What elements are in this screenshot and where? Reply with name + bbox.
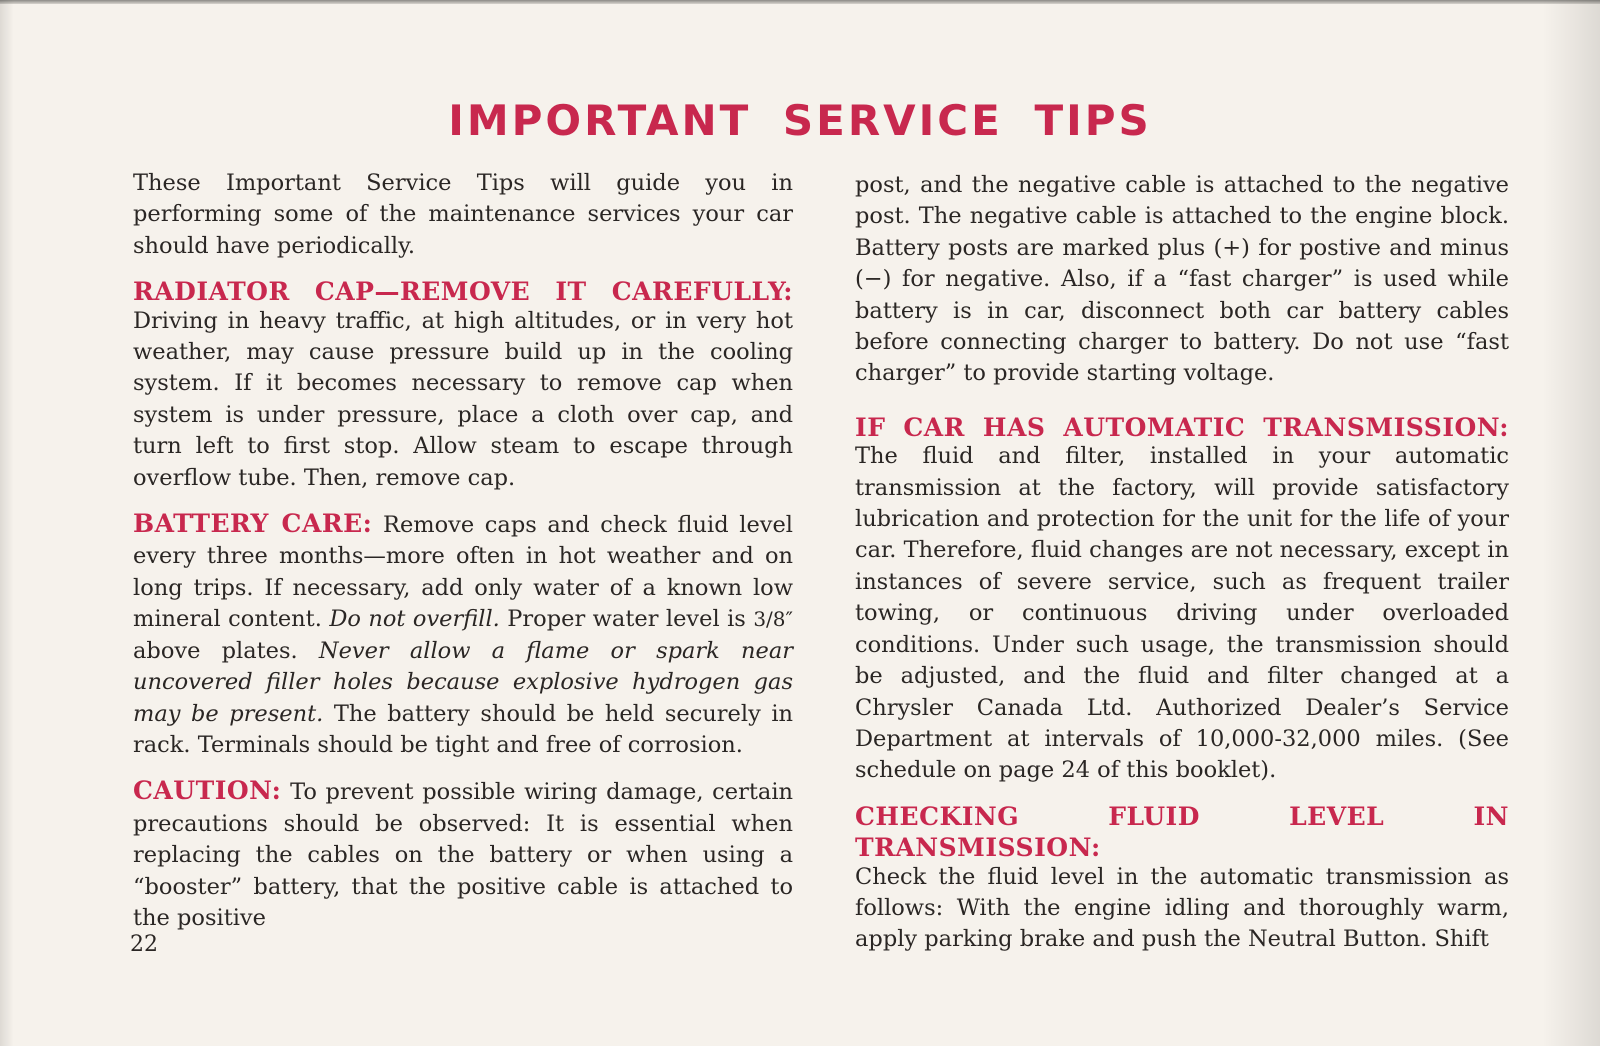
caution-section <box>133 775 793 934</box>
checking-section <box>855 801 1509 956</box>
radiator-heading: RADIATOR CAP—REMOVE IT CAREFULLY: <box>133 277 793 307</box>
checking-heading: CHECKING FLUID LEVEL IN TRANSMISSION: <box>855 801 1509 863</box>
caution-heading: CAUTION: <box>133 776 282 806</box>
page-number: 22 <box>130 932 158 957</box>
left-column <box>133 168 793 948</box>
checking-body: Check the fluid level in the automatic transmission as follows: With the engine idling and thoroughly warm, apply parking brake and push the Neutral Button. Shift <box>855 863 1509 953</box>
battery-heading: BATTERY CARE: <box>133 509 373 539</box>
automatic-body: The fluid and filter, installed in your automatic transmission at the factory, will provide satisfactory lubrication and protection for the unit for the life of your car. Therefore, fluid changes are not necessary, except in instances of severe service, such as frequent trailer towing, or continuous driving under overloaded conditions. Under such usage, the transmission should be adjusted, and the fluid and filter changed at a Chrysler Canada Ltd. Authorized Dealer’s Service Department at intervals of 10,000-32,000 miles. (See schedule on page 24 of this booklet). <box>855 443 1509 784</box>
radiator-body: Driving in heavy traffic, at high altitudes, or in very hot weather, may cause pressure build up in the cooling system. If it becomes necessary to remove cap when system is under pressure, place a cloth over cap, and turn left to first stop. Allow steam to escape through overflow tube. Then, remove cap. <box>133 307 793 491</box>
right-column <box>855 170 1509 970</box>
battery-section <box>133 508 793 761</box>
page-title: IMPORTANT SERVICE TIPS <box>448 96 1152 145</box>
battery-continuation: post, and the negative cable is attached to the negative post. The negative cable is attached to the engine block. Battery posts are marked plus (+) for postive and minus (−) for negative. Also, if a “fast charger” is used while battery is in car, disconnect both car battery cables before connecting charger to battery. Do not use “fast charger” to provide starting voltage. <box>855 172 1509 387</box>
caution-body: To prevent possible wiring damage, certain precautions should be observed: It is essential when replacing the cables on the battery or when using a “booster” battery, that the positive cable is attached to the positive <box>133 779 794 931</box>
battery-body-2: Proper water level is <box>507 606 746 633</box>
page-right-shadow <box>1542 0 1600 1046</box>
battery-italic-2: Never allow a flame or spark near uncovered filler holes because explosive hydrogen gas may be present. <box>133 637 793 727</box>
battery-body-3: above plates. <box>133 637 298 664</box>
intro-paragraph: These Important Service Tips will guide you in performing some of the maintenance services your car should have periodically. <box>133 170 793 259</box>
battery-italic-1: Do not overfill. <box>329 606 500 633</box>
battery-body-1: Remove caps and check fluid level every three months—more often in hot weather and on long trips. If necessary, add only water of a known low mineral content. <box>133 512 793 633</box>
automatic-heading: IF CAR HAS AUTOMATIC TRANSMISSION: <box>855 412 1509 442</box>
radiator-section <box>133 276 793 494</box>
battery-body-4: The battery should be held securely in rack. Terminals should be tight and free of corrosion. <box>133 700 794 758</box>
water-level-fraction: 3/8″ <box>753 607 793 632</box>
page-top-edge <box>0 0 1600 4</box>
page-left-shadow <box>0 0 14 1046</box>
automatic-section <box>855 412 1509 787</box>
